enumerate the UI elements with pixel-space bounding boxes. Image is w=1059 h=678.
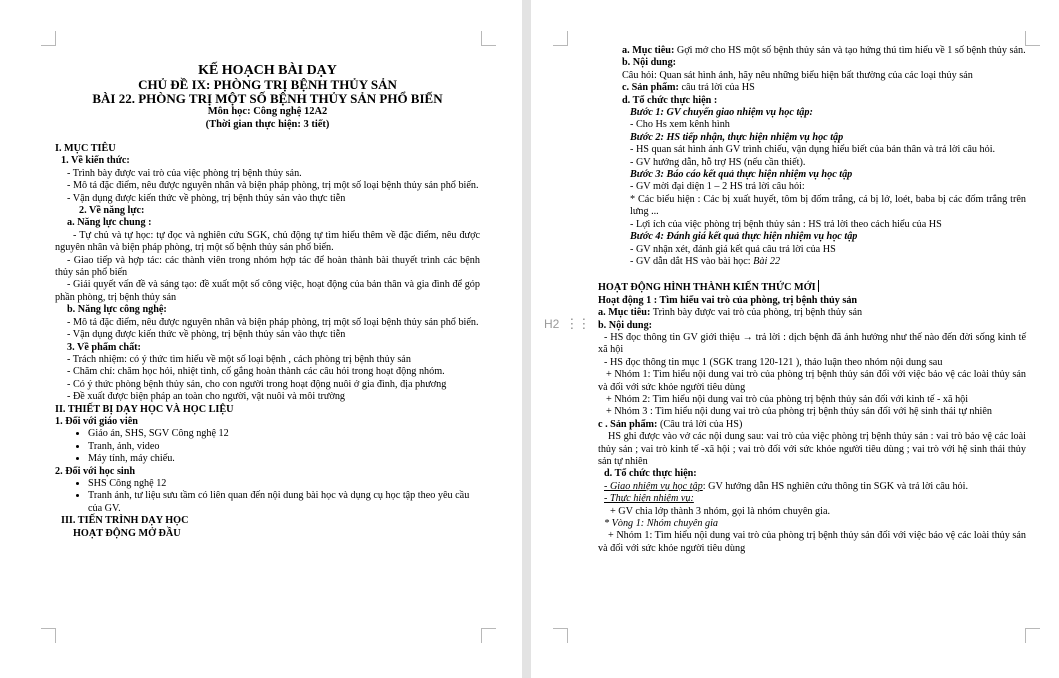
paragraph: Câu hỏi: Quan sát hình ảnh, hãy nêu những biểu hiện bất thường của các loại thủy sản [622, 69, 973, 81]
topic-heading: CHỦ ĐỀ IX: PHÒNG TRỊ BỆNH THỦY SẢN [138, 77, 397, 92]
subsection-heading: d. Tổ chức thực hiện: [604, 468, 697, 480]
heading-style-indicator[interactable] [544, 316, 589, 332]
paragraph: a. Mục tiêu: Trình bày được vai trò của phòng, trị bệnh thủy sản [598, 307, 863, 319]
left-page-text[interactable] [55, 63, 480, 540]
activity-heading[interactable]: HOẠT ĐỘNG HÌNH THÀNH KIẾN THỨC MỚI [598, 280, 1026, 294]
paragraph: - Đề xuất được biện pháp an toàn cho người, vật nuôi và môi trường [67, 391, 346, 403]
paragraph: HS ghi được vào vở các nội dung sau: vai trò của việc phòng trị bệnh thủy sản : vai trò bảo vệ các loài thủy sản ; vai trò kinh tế -xã hội ; vai trò đối với sức khỏe người tiêu dùng ; vai trò với hệ sinh thái thủy sản tự nhiên [598, 431, 1026, 467]
paragraph: - Trách nhiệm: có ý thức tìm hiểu về một số loại bệnh , cách phòng trị bệnh thủy sản [67, 353, 411, 365]
drag-handle-icon[interactable]: ⋮⋮ [565, 316, 590, 331]
lesson-heading: BÀI 22. PHÒNG TRỊ MỘT SỐ BỆNH THỦY SẢN PHỔ BIẾN [92, 91, 443, 106]
paragraph: - Chăm chỉ: chăm học hỏi, nhiệt tình, cố gắng hoàn thành các câu hỏi trong hoạt động nhóm. [67, 366, 445, 378]
duration-line: (Thời gian thực hiện: 3 tiết) [205, 118, 330, 130]
subsection-heading: a. Năng lực chung : [67, 217, 152, 229]
subsection-heading: b. Nội dung: [622, 57, 677, 69]
margin-corner-top-left [41, 31, 56, 46]
subsection-heading: b. Nội dung: [598, 319, 653, 331]
paragraph: - GV nhận xét, đánh giá kết quả câu trả lời của HS [630, 243, 836, 255]
paragraph: - Giao nhiệm vụ học tập: GV hướng dẫn HS nghiên cứu thông tin SGK và trả lời câu hỏi. [604, 480, 969, 492]
paragraph: - Vận dụng được kiến thức về phòng, trị bệnh thủy sản vào thực tiễn [67, 329, 346, 341]
subsection-heading: 1. Đối với giáo viên [55, 415, 138, 427]
margin-corner-bottom-right [1025, 628, 1040, 643]
subsection-heading: 3. Về phẩm chất: [67, 341, 141, 353]
student-materials-list [55, 478, 480, 515]
paragraph: + Nhóm 3 : Tìm hiểu nội dung vai trò của phòng trị bệnh thủy sản đối với hệ sinh thái tự nhiên [606, 406, 993, 418]
paragraph: + GV chia lớp thành 3 nhóm, gọi là nhóm chuyên gia. [610, 505, 831, 517]
subsection-heading: 1. Về kiến thức: [61, 155, 130, 167]
paragraph: - Tự chủ và tự học: tự đọc và nghiên cứu SGK, chủ động tự tìm hiểu thêm về đặc điểm, nêu được nguyên nhân và biện pháp phòng, trị một số bệnh thủy sản phổ biến. [55, 229, 480, 254]
activity-subheading: Hoạt động 1 : Tìm hiểu vai trò của phòng, trị bệnh thủy sản [598, 294, 858, 306]
activity-heading: HOẠT ĐỘNG MỞ ĐẦU [73, 527, 181, 539]
subsection-heading: d. Tổ chức thực hiện : [622, 94, 718, 106]
paragraph: - Trình bày được vai trò của việc phòng trị bệnh thủy sản. [67, 167, 302, 179]
subsection-heading: 2. Về năng lực: [79, 205, 145, 217]
margin-corner-top-right [1025, 31, 1040, 46]
section-heading: II. THIẾT BỊ DẠY HỌC VÀ HỌC LIỆU [55, 403, 234, 415]
paragraph: - HS đọc thông tin GV giới thiệu → trả lời : dịch bệnh đã ảnh hưởng như thế nào đến đời sống kinh tế xã hội [598, 331, 1026, 356]
margin-corner-top-left [553, 31, 568, 46]
margin-corner-bottom-left [41, 628, 56, 643]
paragraph: c . Sản phẩm: (Câu trả lời của HS) [598, 418, 743, 430]
paragraph: - Mô tả đặc điểm, nêu được nguyên nhân và biện pháp phòng, trị một số loại bệnh thủy sản phổ biến. [67, 180, 479, 192]
list-item: • Tranh ảnh, tư liệu sưu tầm có liên quan đến nội dung bài học và dụng cụ học tập theo yêu cầu của GV. [88, 490, 480, 515]
list-item: • SHS Công nghệ 12 [88, 478, 480, 490]
paragraph: c. Sản phẩm: câu trả lời của HS [622, 82, 755, 94]
section-heading: III. TIẾN TRÌNH DẠY HỌC [61, 515, 189, 527]
step-heading: Bước 3: Báo cáo kết quả thực hiện nhiệm vụ học tập [630, 169, 853, 181]
paragraph: - Giải quyết vấn đề và sáng tạo: đề xuất một số công việc, hoạt động của bản thân và gia đình để góp phần phòng, trị bệnh thủy sản [55, 279, 480, 303]
teacher-materials-list [55, 428, 480, 465]
margin-corner-bottom-right [481, 628, 496, 643]
right-page-text[interactable] [598, 45, 1026, 555]
paragraph: * Vòng 1: Nhóm chuyên gia [604, 518, 719, 530]
text-cursor [818, 280, 819, 292]
heading-level-label: H2 [544, 317, 560, 331]
paragraph: - GV mời đại diện 1 – 2 HS trả lời câu hỏi: [630, 181, 805, 193]
paragraph: - Lợi ích của việc phòng trị bệnh thủy sản : HS trả lời theo cách hiểu của HS [630, 218, 942, 230]
paragraph: - Có ý thức phòng bệnh thủy sản, cho con người trong hoạt động nuôi ở gia đình, địa phương [67, 378, 447, 390]
paragraph: - Thực hiện nhiệm vụ: [604, 493, 694, 505]
paragraph: - Cho Hs xem kênh hình [630, 119, 730, 131]
margin-corner-top-right [481, 31, 496, 46]
paragraph: a. Mục tiêu: Gợi mở cho HS một số bệnh thủy sản và tạo hứng thú tìm hiểu về 1 số bệnh thủy sản. [622, 45, 1026, 56]
list-item: • Tranh, ảnh, video [88, 441, 480, 453]
doc-title: KẾ HOẠCH BÀI DẠY [198, 63, 337, 78]
paragraph: + Nhóm 1: Tìm hiểu nội dung vai trò của phòng trị bệnh thủy sản đối với việc bảo vệ các loài thủy sản và đối với sức khỏe người tiêu dùng [598, 369, 1026, 393]
paragraph: * Các biểu hiện : Các bị xuất huyết, tôm bị đốm trắng, cá bị lở, loét, baba bị các đốm trắng trên lưng ... [630, 193, 1026, 218]
step-heading: Bước 1: GV chuyển giao nhiệm vụ học tập: [630, 107, 813, 119]
step-heading: Bước 4: Đánh giá kết quả thực hiện nhiệm vụ học tập [630, 231, 858, 243]
paragraph: - Mô tả đặc điểm, nêu được nguyên nhân và biện pháp phòng, trị một số loại bệnh thủy sản phổ biến. [67, 316, 479, 328]
subsection-heading: 2. Đối với học sinh [55, 465, 136, 477]
list-item: • Máy tính, máy chiếu. [88, 453, 480, 465]
step-heading: Bước 2: HS tiếp nhận, thực hiện nhiệm vụ học tập [630, 131, 844, 143]
margin-corner-bottom-left [553, 628, 568, 643]
subsection-heading: b. Năng lực công nghệ: [67, 304, 167, 316]
section-heading: I. MỤC TIÊU [55, 143, 116, 154]
list-item: • Giáo án, SHS, SGV Công nghệ 12 [88, 428, 480, 440]
paragraph: + Nhóm 2: Tìm hiểu nội dung vai trò của phòng trị bệnh thủy sản đối với kinh tế - xã hội [606, 393, 969, 405]
page-gap [522, 0, 531, 678]
paragraph: - GV hướng dẫn, hỗ trợ HS (nếu cần thiết). [630, 156, 806, 168]
paragraph: - HS quan sát hình ảnh GV trình chiếu, vận dụng hiểu biết của bản thân và trả lời câu hỏi. [630, 144, 996, 156]
paragraph: - Giao tiếp và hợp tác: các thành viên trong nhóm hợp tác để hoàn thành bài thuyết trình các bệnh thủy sản phổ biến [55, 254, 480, 279]
paragraph: + Nhóm 1: Tìm hiểu nội dung vai trò của phòng trị bệnh thủy sản đối với việc bảo vệ các loài thủy sản và đối với sức khỏe người tiêu dùng [598, 530, 1026, 554]
subject-line: Môn học: Công nghệ 12A2 [207, 106, 328, 117]
paragraph: - GV dẫn dắt HS vào bài học: Bài 22 [630, 255, 781, 267]
paragraph: - HS đọc thông tin mục 1 (SGK trang 120-121 ), thảo luận theo nhóm nội dung sau [604, 356, 943, 368]
paragraph: - Vận dụng được kiến thức về phòng, trị bệnh thủy sản vào thực tiễn [67, 192, 346, 204]
